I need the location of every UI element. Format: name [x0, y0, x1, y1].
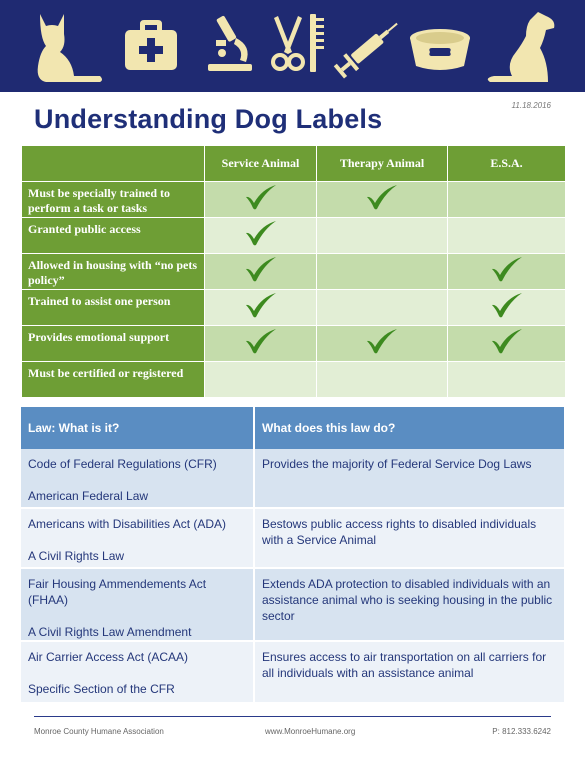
first-aid-kit-icon	[125, 20, 177, 70]
law-header-row	[21, 407, 565, 449]
pet-bowl-icon	[410, 29, 470, 70]
law-table	[21, 407, 566, 704]
check-cell	[317, 218, 448, 254]
footer-phone: P: 812.333.6242	[492, 727, 551, 736]
law-description: Extends ADA protection to disabled individuals with an assistance animal who is seeking housing in the public sector	[254, 568, 565, 641]
column-header-service-animal: Service Animal	[205, 146, 317, 182]
comparison-corner	[22, 146, 205, 182]
check-cell	[205, 290, 317, 326]
comparison-row	[22, 182, 566, 218]
checkmark-icon	[490, 291, 524, 319]
check-cell	[448, 326, 566, 362]
law-cell	[21, 641, 254, 703]
checkmark-icon	[244, 219, 278, 247]
law-description: Bestows public access rights to disabled individuals with a Service Animal	[254, 508, 565, 568]
check-cell	[448, 218, 566, 254]
law-row	[21, 641, 565, 703]
comparison-row	[22, 290, 566, 326]
checkmark-icon	[244, 255, 278, 283]
law-column-header: Law: What is it?	[21, 407, 254, 449]
check-cell	[205, 218, 317, 254]
check-cell	[317, 254, 448, 290]
law-type: Specific Section of the CFR	[28, 682, 175, 696]
comparison-table	[21, 146, 566, 398]
law-cell	[21, 508, 254, 568]
check-cell	[317, 182, 448, 218]
description-column-header: What does this law do?	[254, 407, 565, 449]
check-cell	[448, 290, 566, 326]
checkmark-icon	[244, 327, 278, 355]
row-label: Must be certified or registered	[22, 362, 205, 398]
row-label: Provides emotional support	[22, 326, 205, 362]
check-cell	[317, 326, 448, 362]
column-header-therapy-animal: Therapy Animal	[317, 146, 448, 182]
check-cell	[448, 362, 566, 398]
check-cell	[205, 254, 317, 290]
check-cell	[317, 362, 448, 398]
row-label: Allowed in housing with “no pets policy”	[22, 254, 205, 290]
check-cell	[205, 182, 317, 218]
law-description: Ensures access to air transportation on all carriers for all individuals with an assistance animal	[254, 641, 565, 703]
scissors-comb-icon	[273, 14, 324, 72]
checkmark-icon	[490, 255, 524, 283]
comparison-row	[22, 362, 566, 398]
checkmark-icon	[490, 327, 524, 355]
check-cell	[448, 182, 566, 218]
law-type: American Federal Law	[28, 489, 149, 503]
row-label: Trained to assist one person	[22, 290, 205, 326]
law-name: Air Carrier Access Act (ACAA)	[28, 650, 189, 664]
check-cell	[317, 290, 448, 326]
check-cell	[205, 362, 317, 398]
dog-icon	[488, 12, 555, 82]
law-cell	[21, 568, 254, 641]
law-cell	[21, 449, 254, 508]
syringe-icon	[332, 16, 403, 80]
law-name: Fair Housing Ammendements Act (FHAA)	[28, 577, 207, 607]
comparison-row	[22, 218, 566, 254]
law-name: Code of Federal Regulations (CFR)	[28, 457, 217, 471]
checkmark-icon	[365, 183, 399, 211]
comparison-header-row	[22, 146, 566, 182]
page-title: Understanding Dog Labels	[34, 104, 383, 134]
checkmark-icon	[244, 183, 278, 211]
footer-divider	[34, 716, 551, 717]
law-type: A Civil Rights Law Amendment	[28, 625, 192, 639]
law-row	[21, 568, 565, 641]
check-cell	[205, 326, 317, 362]
checkmark-icon	[244, 291, 278, 319]
column-header-esa: E.S.A.	[448, 146, 566, 182]
law-row	[21, 508, 565, 568]
comparison-row	[22, 326, 566, 362]
row-label: Granted public access	[22, 218, 205, 254]
law-type: A Civil Rights Law	[28, 549, 125, 563]
checkmark-icon	[365, 327, 399, 355]
footer-website: www.MonroeHumane.org	[265, 727, 356, 736]
law-name: Americans with Disabilities Act (ADA)	[28, 517, 227, 531]
document-date: 11.18.2016	[511, 101, 551, 110]
check-cell	[448, 254, 566, 290]
footer-org: Monroe County Humane Association	[34, 727, 164, 736]
law-description: Provides the majority of Federal Service Dog Laws	[254, 449, 565, 508]
cat-icon	[38, 14, 102, 82]
law-row	[21, 449, 565, 508]
row-label: Must be specially trained to perform a task or tasks	[22, 182, 205, 218]
microscope-icon	[208, 15, 252, 71]
comparison-row	[22, 254, 566, 290]
header-banner	[0, 0, 585, 92]
